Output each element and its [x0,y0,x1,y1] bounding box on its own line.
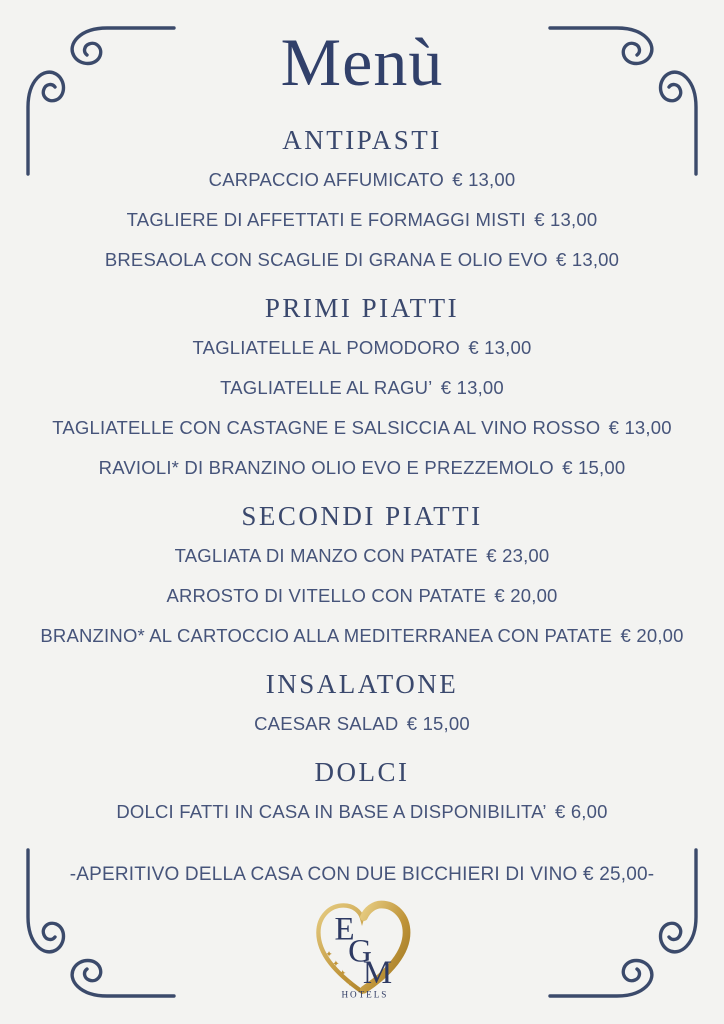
dish-price: € 20,00 [494,585,558,606]
dish-name: BRANZINO* AL CARTOCCIO ALLA MEDITERRANEA CON PATATE [40,625,613,646]
menu-item [0,544,724,568]
menu-item [0,456,724,480]
page-title: Menù [280,24,444,100]
menu-item [0,624,724,648]
section-heading-secondi-piatti: SECONDI PIATTI [241,501,483,531]
star-icon: ✦ [345,978,354,989]
logo-letter-g: G [348,933,372,970]
section-insalatone [0,667,724,736]
section-primi-piatti [0,291,724,480]
section-heading-dolci: DOLCI [314,757,410,787]
menu-item [0,416,724,440]
logo-letter-e: E [334,911,355,948]
aperitivo-note: -APERITIVO DELLA CASA CON DUE BICCHIERI DI VINO € 25,00- [69,864,655,885]
dish-name: ARROSTO DI VITELLO CON PATATE [166,585,487,606]
hotel-logo [0,889,724,1011]
logo-subtext: HOTELS [341,989,389,1000]
dish-price: € 23,00 [486,545,550,566]
dish-price: € 13,00 [534,209,598,230]
menu-item [0,336,724,360]
logo-letter-m: M [362,954,393,991]
dish-price: € 13,00 [468,337,532,358]
section-heading-insalatone: INSALATONE [265,669,459,699]
dish-name: TAGLIATELLE CON CASTAGNE E SALSICCIA AL VINO ROSSO [52,417,601,438]
dish-name: CARPACCIO AFFUMICATO [208,169,444,190]
menu-item [0,376,724,400]
star-icon: ✦ [332,959,340,970]
menu-item [0,168,724,192]
dish-price: € 15,00 [406,713,470,734]
dish-name: DOLCI FATTI IN CASA IN BASE A DISPONIBILITA’ [116,801,547,822]
dish-name: TAGLIERE DI AFFETTATI E FORMAGGI MISTI [126,209,526,230]
dish-name: RAVIOLI* DI BRANZINO OLIO EVO E PREZZEMOLO [98,457,554,478]
dish-price: € 13,00 [556,249,620,270]
section-heading-antipasti: ANTIPASTI [282,125,442,155]
dish-price: € 20,00 [620,625,684,646]
menu-item [0,208,724,232]
section-heading-primi-piatti: PRIMI PIATTI [264,293,460,323]
dish-name: BRESAOLA CON SCAGLIE DI GRANA E OLIO EVO [104,249,548,270]
menu-item [0,712,724,736]
dish-price: € 13,00 [440,377,504,398]
dish-price: € 15,00 [562,457,626,478]
section-dolci [0,755,724,824]
menu-item [0,584,724,608]
dish-price: € 13,00 [608,417,672,438]
dish-name: TAGLIATELLE AL RAGU’ [220,377,433,398]
dish-name: TAGLIATA DI MANZO CON PATATE [174,545,478,566]
star-icon: ✦ [325,949,333,960]
dish-price: € 13,00 [452,169,516,190]
dish-name: TAGLIATELLE AL POMODORO [192,337,460,358]
dish-name: CAESAR SALAD [254,713,399,734]
section-antipasti [0,123,724,272]
menu-item [0,248,724,272]
star-icon: ✦ [338,969,347,980]
dish-price: € 6,00 [554,801,608,822]
section-secondi-piatti [0,499,724,648]
menu-item [0,800,724,824]
heart-logo-icon [299,889,425,1011]
